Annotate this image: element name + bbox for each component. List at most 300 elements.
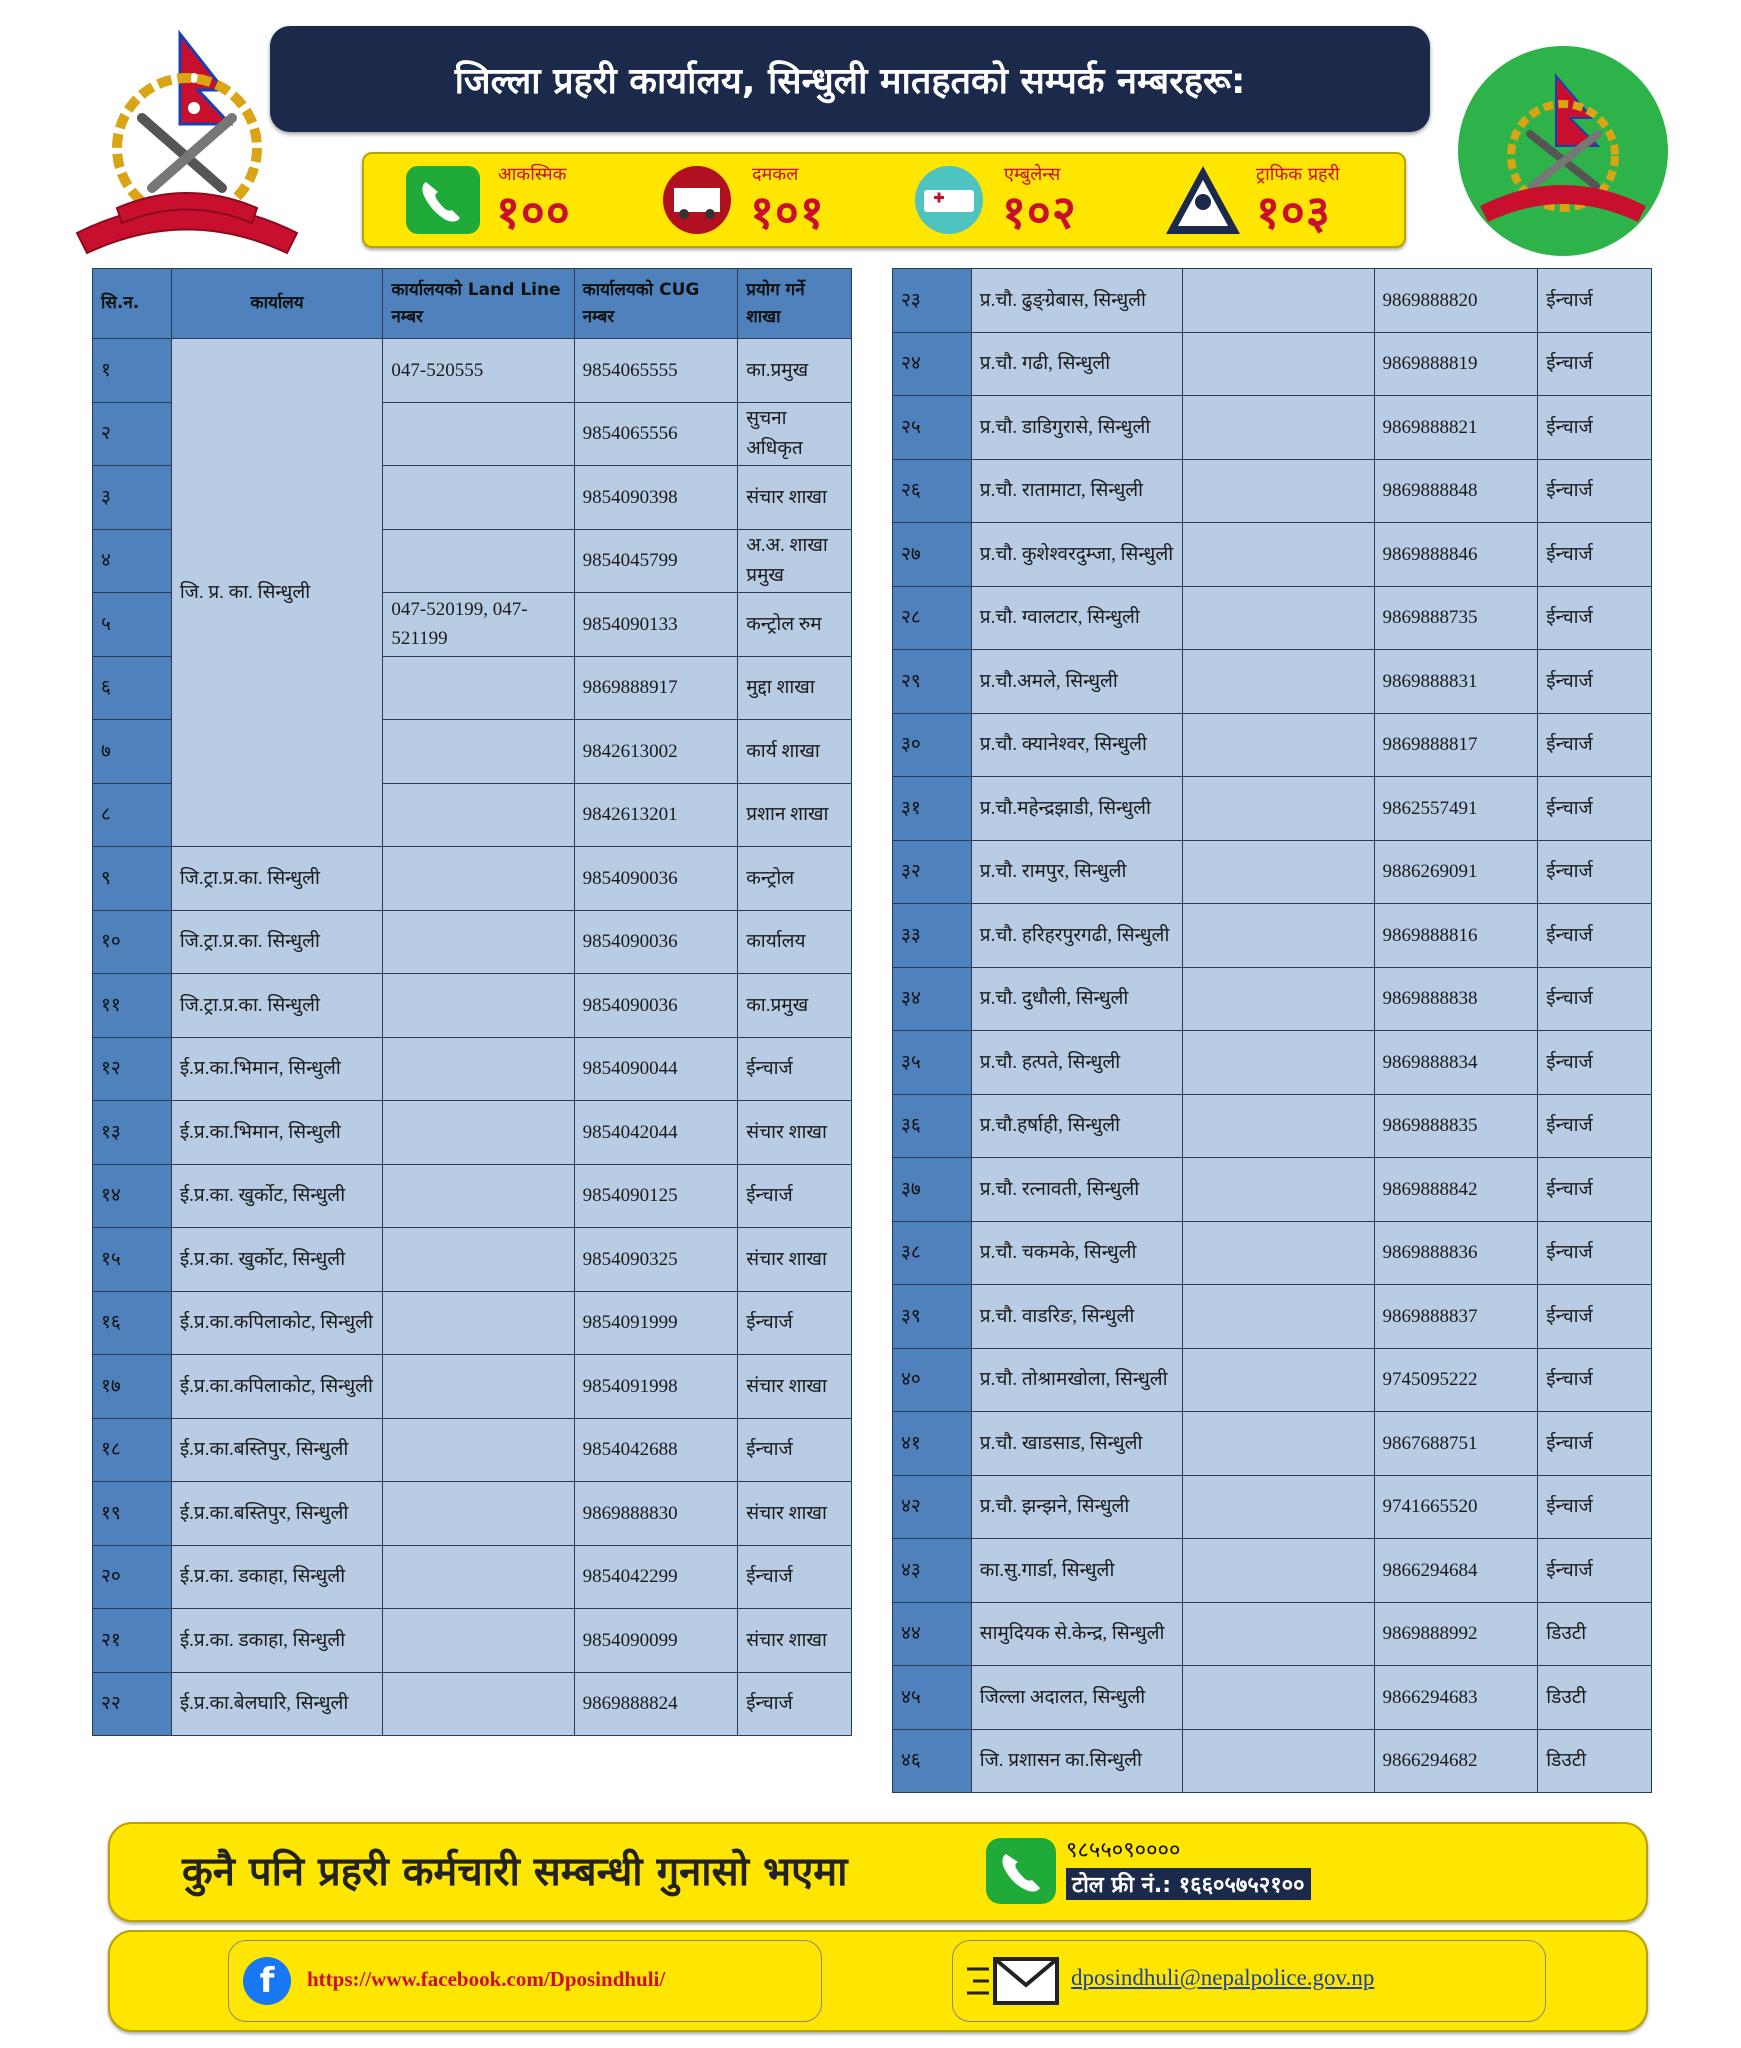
table-row xyxy=(893,459,1652,523)
row-landline[interactable] xyxy=(1183,840,1374,904)
row-cug-number[interactable]: 9854090044 xyxy=(574,1037,738,1101)
row-cug-number[interactable]: 9886269091 xyxy=(1374,840,1538,904)
table-row xyxy=(893,904,1652,968)
row-division: ईन्चार्ज xyxy=(1538,1412,1652,1476)
row-division: संचार शाखा xyxy=(738,1228,852,1292)
page-title: जिल्ला प्रहरी कार्यालय, सिन्धुली मातहतको सम्पर्क नम्बरहरू: xyxy=(270,26,1430,132)
row-cug-number[interactable]: 9854045799 xyxy=(574,529,738,593)
row-landline[interactable] xyxy=(1183,777,1374,841)
row-cug-number[interactable]: 9741665520 xyxy=(1374,1475,1538,1539)
row-cug-number[interactable]: 9854065555 xyxy=(574,339,738,403)
phone-icon xyxy=(986,1838,1056,1904)
table-row xyxy=(93,1101,852,1165)
row-cug-number[interactable]: 9869888848 xyxy=(1374,459,1538,523)
row-cug-number[interactable]: 9869888992 xyxy=(1374,1602,1538,1666)
table-row xyxy=(893,586,1652,650)
row-sn: ४२ xyxy=(893,1475,972,1539)
row-office: ई.प्र.का. खुर्कोट, सिन्धुली xyxy=(171,1228,383,1292)
row-cug-number[interactable]: 9842613002 xyxy=(574,720,738,784)
row-division: संचार शाखा xyxy=(738,1609,852,1673)
row-division: ईन्चार्ज xyxy=(1538,650,1652,714)
row-sn: ८ xyxy=(93,783,172,847)
table-row xyxy=(93,847,852,911)
row-sn: १० xyxy=(93,910,172,974)
row-division: डिउटी xyxy=(1538,1666,1652,1730)
row-sn: १३ xyxy=(93,1101,172,1165)
row-office: प्र.चौ. कुशेश्वरदुम्जा, सिन्धुली xyxy=(971,523,1183,587)
row-cug-number[interactable]: 9869888816 xyxy=(1374,904,1538,968)
row-landline[interactable] xyxy=(1183,904,1374,968)
row-landline[interactable] xyxy=(1183,1666,1374,1730)
row-division: संचार शाखा xyxy=(738,1355,852,1419)
row-office: प्र.चौ. दुधौली, सिन्धुली xyxy=(971,967,1183,1031)
row-office: प्र.चौ. झन्झने, सिन्धुली xyxy=(971,1475,1183,1539)
row-sn: ४६ xyxy=(893,1729,972,1793)
row-division: ईन्चार्ज xyxy=(738,1037,852,1101)
row-landline[interactable] xyxy=(383,1101,574,1165)
row-division: ईन्चार्ज xyxy=(1538,904,1652,968)
row-sn: ३५ xyxy=(893,1031,972,1095)
row-cug-number[interactable]: 9869888837 xyxy=(1374,1285,1538,1349)
row-division: ईन्चार्ज xyxy=(1538,840,1652,904)
row-sn: १६ xyxy=(93,1291,172,1355)
row-sn: ४४ xyxy=(893,1602,972,1666)
table-row xyxy=(893,332,1652,396)
row-office: प्र.चौ. खाडसाड, सिन्धुली xyxy=(971,1412,1183,1476)
row-sn: २५ xyxy=(893,396,972,460)
row-cug-number[interactable]: 9854091998 xyxy=(574,1355,738,1419)
contacts-table-left xyxy=(92,268,852,1736)
emergency-label: ट्राफिक प्रहरी xyxy=(1256,164,1340,185)
row-cug-number[interactable]: 9854090125 xyxy=(574,1164,738,1228)
row-division: ईन्चार्ज xyxy=(1538,396,1652,460)
ambulance-icon xyxy=(910,164,988,236)
row-landline[interactable] xyxy=(1183,967,1374,1031)
row-cug-number[interactable]: 9854090036 xyxy=(574,910,738,974)
row-cug-number[interactable]: 9869888824 xyxy=(574,1672,738,1736)
emergency-number: १०३ xyxy=(1256,185,1331,239)
grievance-phone-number[interactable]: ९८५५०९०००० xyxy=(1066,1838,1181,1863)
row-division: ईन्चार्ज xyxy=(1538,777,1652,841)
row-office: ई.प्र.का.बस्तिपुर, सिन्धुली xyxy=(171,1482,383,1546)
row-cug-number[interactable]: 9854042299 xyxy=(574,1545,738,1609)
row-landline[interactable] xyxy=(1183,650,1374,714)
row-landline[interactable] xyxy=(1183,523,1374,587)
row-landline[interactable] xyxy=(1183,1729,1374,1793)
row-cug-number[interactable]: 9745095222 xyxy=(1374,1348,1538,1412)
row-division: प्रशान शाखा xyxy=(738,783,852,847)
row-landline[interactable] xyxy=(1183,332,1374,396)
row-cug-number[interactable]: 9854090133 xyxy=(574,593,738,657)
phone-icon xyxy=(404,164,482,236)
row-cug-number[interactable]: 9869888836 xyxy=(1374,1221,1538,1285)
email-icon xyxy=(963,1955,1063,2009)
table-row xyxy=(93,1545,852,1609)
emergency-number: १०१ xyxy=(750,185,825,239)
row-sn: ३८ xyxy=(893,1221,972,1285)
contact-bar xyxy=(108,1930,1648,2032)
row-sn: २ xyxy=(93,402,172,466)
row-division: ईन्चार्ज xyxy=(1538,1348,1652,1412)
emergency-item[interactable] xyxy=(1164,160,1384,240)
table-row xyxy=(893,1285,1652,1349)
row-landline[interactable] xyxy=(383,1482,574,1546)
row-division: डिउटी xyxy=(1538,1729,1652,1793)
row-cug-number[interactable]: 9842613201 xyxy=(574,783,738,847)
table-row xyxy=(893,1221,1652,1285)
row-division: ईन्चार्ज xyxy=(1538,1031,1652,1095)
row-cug-number[interactable]: 9854042688 xyxy=(574,1418,738,1482)
row-office: प्र.चौ.अमले, सिन्धुली xyxy=(971,650,1183,714)
traffic-police-icon xyxy=(1164,164,1242,236)
table-row xyxy=(93,910,852,974)
table-row xyxy=(93,1164,852,1228)
table-row xyxy=(893,523,1652,587)
row-cug-number[interactable]: 9854090099 xyxy=(574,1609,738,1673)
row-sn: २३ xyxy=(893,269,972,333)
row-landline[interactable] xyxy=(383,783,574,847)
row-division: ईन्चार्ज xyxy=(738,1672,852,1736)
table-row xyxy=(893,1602,1652,1666)
row-office: प्र.चौ.महेन्द्रझाडी, सिन्धुली xyxy=(971,777,1183,841)
row-landline[interactable] xyxy=(383,720,574,784)
row-cug-number[interactable]: 9867688751 xyxy=(1374,1412,1538,1476)
row-landline[interactable] xyxy=(1183,1348,1374,1412)
row-division: ईन्चार्ज xyxy=(1538,269,1652,333)
row-office: जि.ट्रा.प्र.का. सिन्धुली xyxy=(171,847,383,911)
row-cug-number[interactable]: 9869888735 xyxy=(1374,586,1538,650)
row-landline[interactable] xyxy=(383,1037,574,1101)
row-office: जि. प्रशासन का.सिन्धुली xyxy=(971,1729,1183,1793)
row-cug-number[interactable]: 9869888819 xyxy=(1374,332,1538,396)
row-division: ईन्चार्ज xyxy=(1538,1158,1652,1222)
row-office: प्र.चौ. हरिहरपुरगढी, सिन्धुली xyxy=(971,904,1183,968)
row-sn: ३१ xyxy=(893,777,972,841)
row-landline[interactable] xyxy=(383,910,574,974)
row-landline[interactable] xyxy=(383,1609,574,1673)
row-landline[interactable]: 047-520199, 047-521199 xyxy=(383,593,574,657)
emergency-label: दमकल xyxy=(752,164,799,185)
row-cug-number[interactable]: 9869888846 xyxy=(1374,523,1538,587)
table-row xyxy=(893,713,1652,777)
row-cug-number[interactable]: 9854090036 xyxy=(574,974,738,1038)
row-landline[interactable] xyxy=(1183,1158,1374,1222)
row-division: ईन्चार्ज xyxy=(738,1545,852,1609)
row-office: ई.प्र.का. डकाहा, सिन्धुली xyxy=(171,1545,383,1609)
row-office: का.सु.गार्डा, सिन्धुली xyxy=(971,1539,1183,1603)
row-sn: १२ xyxy=(93,1037,172,1101)
row-sn: ६ xyxy=(93,656,172,720)
emergency-item[interactable] xyxy=(910,160,1120,240)
row-division: कार्य शाखा xyxy=(738,720,852,784)
row-office: ई.प्र.का. डकाहा, सिन्धुली xyxy=(171,1609,383,1673)
row-landline[interactable] xyxy=(1183,1412,1374,1476)
row-landline[interactable] xyxy=(1183,1031,1374,1095)
table-row xyxy=(893,1539,1652,1603)
row-sn: २२ xyxy=(93,1672,172,1736)
emergency-number: १०० xyxy=(496,185,571,239)
row-division: ईन्चार्ज xyxy=(1538,332,1652,396)
row-division: का.प्रमुख xyxy=(738,974,852,1038)
table-row xyxy=(93,1609,852,1673)
row-office: ई.प्र.का.भिमान, सिन्धुली xyxy=(171,1101,383,1165)
row-landline[interactable] xyxy=(383,1164,574,1228)
row-division: ईन्चार्ज xyxy=(738,1291,852,1355)
row-sn: २१ xyxy=(93,1609,172,1673)
row-landline[interactable] xyxy=(1183,396,1374,460)
facebook-link[interactable]: https://www.facebook.com/Dposindhuli/ xyxy=(307,1967,666,1991)
table-row xyxy=(93,1291,852,1355)
row-division: ईन्चार्ज xyxy=(1538,1539,1652,1603)
table-row xyxy=(893,396,1652,460)
row-landline[interactable] xyxy=(383,1291,574,1355)
row-landline[interactable] xyxy=(383,402,574,466)
row-division: ईन्चार्ज xyxy=(1538,459,1652,523)
row-division: ईन्चार्ज xyxy=(1538,1094,1652,1158)
row-division: मुद्दा शाखा xyxy=(738,656,852,720)
row-landline[interactable] xyxy=(1183,1539,1374,1603)
row-landline[interactable] xyxy=(383,1355,574,1419)
row-division: संचार शाखा xyxy=(738,1482,852,1546)
grievance-bar xyxy=(108,1822,1648,1922)
row-cug-number[interactable]: 9854090325 xyxy=(574,1228,738,1292)
row-landline[interactable] xyxy=(383,1545,574,1609)
row-office: प्र.चौ. क्यानेश्वर, सिन्धुली xyxy=(971,713,1183,777)
row-landline[interactable] xyxy=(1183,1602,1374,1666)
row-division: ईन्चार्ज xyxy=(1538,586,1652,650)
table-row xyxy=(893,1094,1652,1158)
table-row xyxy=(93,1482,852,1546)
row-division: ईन्चार्ज xyxy=(1538,1475,1652,1539)
email-link[interactable]: dposindhuli@nepalpolice.gov.np xyxy=(1071,1965,1375,1990)
row-cug-number[interactable]: 9869888834 xyxy=(1374,1031,1538,1095)
row-office: जि. प्र. का. सिन्धुली xyxy=(171,339,383,847)
row-cug-number[interactable]: 9869888821 xyxy=(1374,396,1538,460)
row-sn: १७ xyxy=(93,1355,172,1419)
row-cug-number[interactable]: 9869888820 xyxy=(1374,269,1538,333)
row-sn: २७ xyxy=(893,523,972,587)
table-row xyxy=(93,1037,852,1101)
table-row xyxy=(893,1666,1652,1730)
row-division: अ.अ. शाखा प्रमुख xyxy=(738,529,852,593)
row-cug-number[interactable]: 9869888835 xyxy=(1374,1094,1538,1158)
row-sn: ३९ xyxy=(893,1285,972,1349)
row-sn: ३३ xyxy=(893,904,972,968)
row-landline[interactable] xyxy=(1183,1094,1374,1158)
row-sn: ९ xyxy=(93,847,172,911)
row-sn: ३७ xyxy=(893,1158,972,1222)
row-office: जि.ट्रा.प्र.का. सिन्धुली xyxy=(171,974,383,1038)
row-division: का.प्रमुख xyxy=(738,339,852,403)
fire-truck-icon xyxy=(658,164,736,236)
row-cug-number[interactable]: 9862557491 xyxy=(1374,777,1538,841)
row-office: प्र.चौ. चकमके, सिन्धुली xyxy=(971,1221,1183,1285)
row-cug-number[interactable]: 9866294683 xyxy=(1374,1666,1538,1730)
row-sn: १५ xyxy=(93,1228,172,1292)
row-office: प्र.चौ. रत्नावती, सिन्धुली xyxy=(971,1158,1183,1222)
row-sn: ३६ xyxy=(893,1094,972,1158)
emergency-item[interactable] xyxy=(404,160,604,240)
row-sn: १ xyxy=(93,339,172,403)
row-office: प्र.चौ. गढी, सिन्धुली xyxy=(971,332,1183,396)
row-division: संचार शाखा xyxy=(738,466,852,530)
row-landline[interactable] xyxy=(1183,586,1374,650)
table-row xyxy=(893,1031,1652,1095)
table-row xyxy=(893,840,1652,904)
row-office: ई.प्र.का.बेलघारि, सिन्धुली xyxy=(171,1672,383,1736)
row-landline[interactable] xyxy=(1183,459,1374,523)
row-division: कार्यालय xyxy=(738,910,852,974)
row-office: प्र.चौ. डाडिगुरासे, सिन्धुली xyxy=(971,396,1183,460)
facebook-box xyxy=(228,1940,822,2022)
facebook-icon: f xyxy=(243,1957,291,2005)
table-row xyxy=(93,1418,852,1482)
emergency-label: आकस्मिक xyxy=(498,164,567,185)
table-row xyxy=(893,1412,1652,1476)
row-sn: ३ xyxy=(93,466,172,530)
row-landline[interactable]: 047-520555 xyxy=(383,339,574,403)
row-division: ईन्चार्ज xyxy=(1538,967,1652,1031)
row-landline[interactable] xyxy=(383,466,574,530)
row-cug-number[interactable]: 9869888817 xyxy=(1374,713,1538,777)
email-box xyxy=(952,1940,1546,2022)
table-row xyxy=(93,1672,852,1736)
row-landline[interactable] xyxy=(383,529,574,593)
table-row xyxy=(93,1355,852,1419)
row-sn: २० xyxy=(93,1545,172,1609)
row-sn: ७ xyxy=(93,720,172,784)
row-sn: ५ xyxy=(93,593,172,657)
row-landline[interactable] xyxy=(1183,1221,1374,1285)
row-office: प्र.चौ. रामपुर, सिन्धुली xyxy=(971,840,1183,904)
row-office: ई.प्र.का.कपिलाकोट, सिन्धुली xyxy=(171,1291,383,1355)
row-sn: २४ xyxy=(893,332,972,396)
row-cug-number[interactable]: 9854091999 xyxy=(574,1291,738,1355)
table-row xyxy=(93,339,852,403)
row-division: संचार शाखा xyxy=(738,1101,852,1165)
nepal-police-logo-right xyxy=(1458,46,1668,256)
emergency-number: १०२ xyxy=(1002,185,1077,239)
row-cug-number[interactable]: 9854090036 xyxy=(574,847,738,911)
row-division: कन्ट्रोल रुम xyxy=(738,593,852,657)
row-office: ई.प्र.का.बस्तिपुर, सिन्धुली xyxy=(171,1418,383,1482)
header-office: कार्यालय xyxy=(171,269,383,339)
row-division: डिउटी xyxy=(1538,1602,1652,1666)
row-landline[interactable] xyxy=(1183,1285,1374,1349)
row-cug-number[interactable]: 9866294684 xyxy=(1374,1539,1538,1603)
row-cug-number[interactable]: 9854090398 xyxy=(574,466,738,530)
table-row xyxy=(93,974,852,1038)
row-landline[interactable] xyxy=(383,1418,574,1482)
row-office: जि.ट्रा.प्र.का. सिन्धुली xyxy=(171,910,383,974)
row-office: प्र.चौ. हत्पते, सिन्धुली xyxy=(971,1031,1183,1095)
row-sn: ४ xyxy=(93,529,172,593)
table-row xyxy=(893,1475,1652,1539)
emergency-item[interactable] xyxy=(658,160,858,240)
table-row xyxy=(893,269,1652,333)
header-cug: कार्यालयको CUG नम्बर xyxy=(574,269,738,339)
header-landline: कार्यालयको Land Line नम्बर xyxy=(383,269,574,339)
row-sn: ४० xyxy=(893,1348,972,1412)
row-sn: ४१ xyxy=(893,1412,972,1476)
row-landline[interactable] xyxy=(383,974,574,1038)
row-sn: ४३ xyxy=(893,1539,972,1603)
row-sn: १४ xyxy=(93,1164,172,1228)
row-sn: १९ xyxy=(93,1482,172,1546)
emergency-numbers-bar xyxy=(362,152,1406,248)
table-row xyxy=(893,1348,1652,1412)
row-sn: ३० xyxy=(893,713,972,777)
row-sn: ४५ xyxy=(893,1666,972,1730)
row-cug-number[interactable]: 9854065556 xyxy=(574,402,738,466)
row-landline[interactable] xyxy=(1183,1475,1374,1539)
row-landline[interactable] xyxy=(383,1228,574,1292)
row-landline[interactable] xyxy=(383,656,574,720)
row-division: कन्ट्रोल xyxy=(738,847,852,911)
row-office: प्र.चौ.हर्षाही, सिन्धुली xyxy=(971,1094,1183,1158)
contacts-table-right xyxy=(892,268,1652,1793)
row-office: ई.प्र.का.भिमान, सिन्धुली xyxy=(171,1037,383,1101)
row-division: ईन्चार्ज xyxy=(738,1418,852,1482)
emergency-label: एम्बुलेन्स xyxy=(1004,164,1061,185)
row-sn: २९ xyxy=(893,650,972,714)
table-header-row xyxy=(93,269,852,339)
header-sn: सि.न. xyxy=(93,269,172,339)
row-sn: १८ xyxy=(93,1418,172,1482)
row-landline[interactable] xyxy=(1183,713,1374,777)
row-division: सुचना अधिकृत xyxy=(738,402,852,466)
row-office: ई.प्र.का. खुर्कोट, सिन्धुली xyxy=(171,1164,383,1228)
row-office: प्र.चौ. ग्वालटार, सिन्धुली xyxy=(971,586,1183,650)
row-division: ईन्चार्ज xyxy=(1538,1285,1652,1349)
row-office: प्र.चौ. ढुङ्ग्रेबास, सिन्धुली xyxy=(971,269,1183,333)
table-row xyxy=(893,967,1652,1031)
row-division: ईन्चार्ज xyxy=(738,1164,852,1228)
row-landline[interactable] xyxy=(383,1672,574,1736)
table-row xyxy=(893,1729,1652,1793)
row-cug-number[interactable]: 9869888838 xyxy=(1374,967,1538,1031)
row-division: ईन्चार्ज xyxy=(1538,523,1652,587)
row-office: प्र.चौ. वाडरिङ, सिन्धुली xyxy=(971,1285,1183,1349)
row-cug-number[interactable]: 9869888830 xyxy=(574,1482,738,1546)
header-division: प्रयोग गर्ने शाखा xyxy=(738,269,852,339)
row-office: प्र.चौ. रातामाटा, सिन्धुली xyxy=(971,459,1183,523)
toll-free-number[interactable]: टोल फ्री नं.: १६६०५७५२१०० xyxy=(1066,1868,1311,1900)
row-office: जिल्ला अदालत, सिन्धुली xyxy=(971,1666,1183,1730)
row-office: ई.प्र.का.कपिलाकोट, सिन्धुली xyxy=(171,1355,383,1419)
row-landline[interactable] xyxy=(383,847,574,911)
row-landline[interactable] xyxy=(1183,269,1374,333)
row-cug-number[interactable]: 9869888842 xyxy=(1374,1158,1538,1222)
table-row xyxy=(893,650,1652,714)
row-office: सामुदियक से.केन्द्र, सिन्धुली xyxy=(971,1602,1183,1666)
row-sn: २६ xyxy=(893,459,972,523)
row-sn: २८ xyxy=(893,586,972,650)
row-cug-number[interactable]: 9869888831 xyxy=(1374,650,1538,714)
table-row xyxy=(893,1158,1652,1222)
row-cug-number[interactable]: 9869888917 xyxy=(574,656,738,720)
row-division: ईन्चार्ज xyxy=(1538,713,1652,777)
table-row xyxy=(893,777,1652,841)
row-cug-number[interactable]: 9866294682 xyxy=(1374,1729,1538,1793)
grievance-text: कुनै पनि प्रहरी कर्मचारी सम्बन्धी गुनासो भएमा xyxy=(182,1849,848,1895)
row-sn: ३२ xyxy=(893,840,972,904)
row-cug-number[interactable]: 9854042044 xyxy=(574,1101,738,1165)
row-division: ईन्चार्ज xyxy=(1538,1221,1652,1285)
row-sn: ११ xyxy=(93,974,172,1038)
row-office: प्र.चौ. तोश्रामखोला, सिन्धुली xyxy=(971,1348,1183,1412)
table-row xyxy=(93,1228,852,1292)
